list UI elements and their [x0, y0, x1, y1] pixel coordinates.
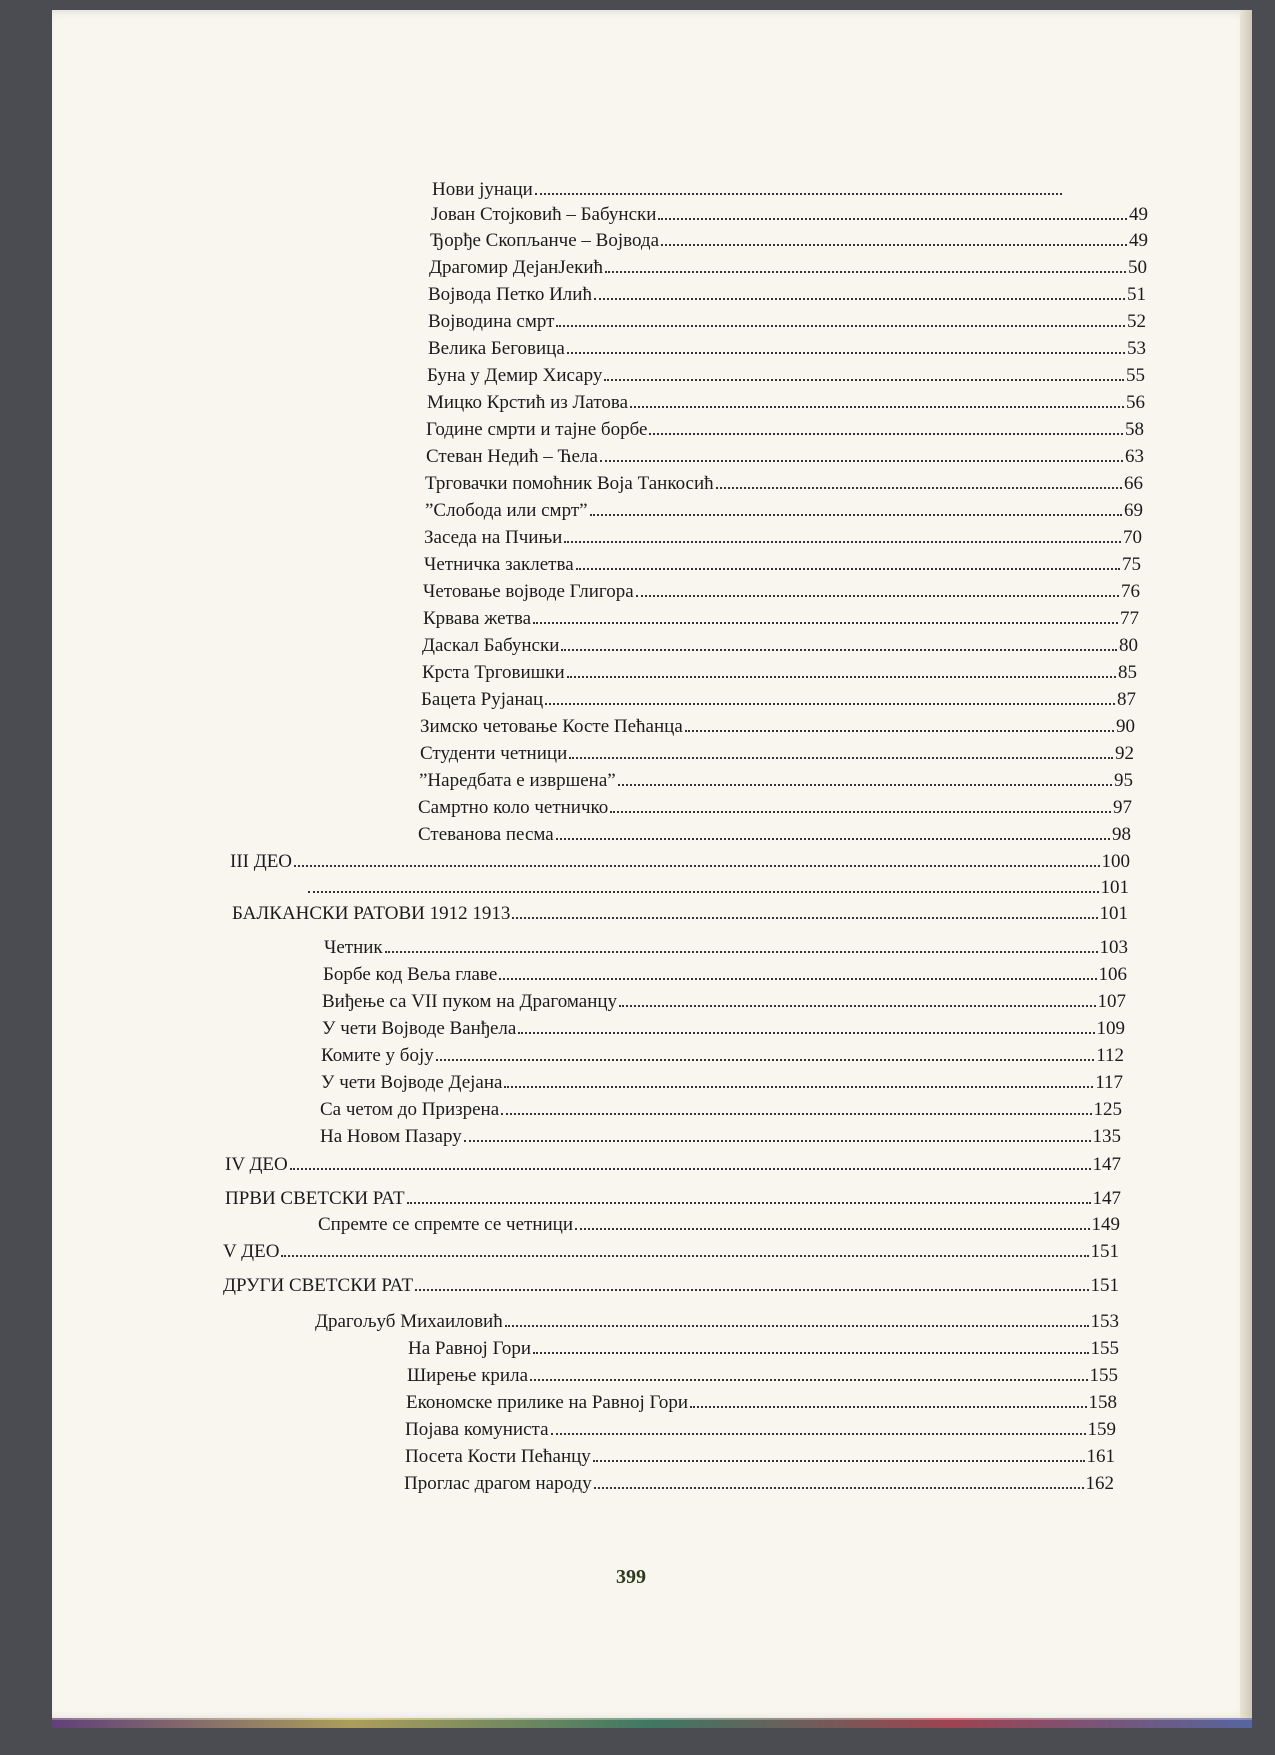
toc-entry: Крста Трговишки 85 [422, 662, 1137, 683]
toc-entry: Ширење крила 155 [407, 1365, 1118, 1386]
toc-part-heading: IV ДЕО 147 [225, 1154, 1121, 1175]
toc-entry: Проглас драгом народу 162 [404, 1473, 1114, 1494]
toc-entry: Стеванова песма 98 [418, 824, 1131, 845]
toc-entry: Спремте се спремте се четници 149 [318, 1214, 1120, 1235]
toc-part-heading: V ДЕО 151 [223, 1241, 1119, 1262]
toc-entry: На Новом Пазару 135 [320, 1126, 1121, 1147]
toc-entry: 101 [306, 876, 1129, 900]
toc-entry: У чети Војводе Дејана 117 [321, 1072, 1123, 1093]
toc-entry: Заседа на Пчињи 70 [424, 527, 1142, 548]
toc-entry: ”Наредбата е извршена” 95 [419, 770, 1133, 791]
page-edge [1240, 10, 1252, 1720]
toc-entry: Са четом до Призрена 125 [320, 1099, 1122, 1120]
toc-entry: Бацета Рујанац 87 [421, 689, 1136, 710]
page-number: 399 [616, 1566, 646, 1588]
toc-entry: Мицко Крстић из Латова 56 [427, 392, 1145, 413]
toc-entry: Велика Беговица 53 [428, 338, 1146, 359]
toc-entry: Самртно коло четничко 97 [418, 797, 1132, 818]
toc-entry: Крвава жетва 77 [423, 608, 1139, 629]
toc-entry: Трговачки помоћник Воја Танкосић 66 [425, 473, 1143, 494]
toc-entry: Драгољуб Михаиловић 153 [315, 1311, 1119, 1332]
toc-entry: Године смрти и тајне борбе 58 [426, 419, 1144, 440]
toc-entry: Четник 103 [324, 937, 1128, 958]
toc-entry: На Равној Гори 155 [408, 1338, 1119, 1359]
toc-entry: Четничка заклетва 75 [424, 554, 1141, 575]
toc-entry: Нови јунаци [432, 178, 1064, 202]
toc-entry: Даскал Бабунски 80 [422, 635, 1138, 656]
toc-entry: Борбе код Веља главе 106 [323, 964, 1127, 985]
toc-entry: Стеван Недић – Ћела 63 [426, 446, 1144, 467]
toc-entry: Комите у боју 112 [321, 1045, 1124, 1066]
page-bottom-strip [52, 1718, 1252, 1728]
toc-entry: Студенти четници 92 [420, 743, 1134, 764]
toc-entry: Војводина смрт 52 [428, 311, 1146, 332]
toc-entry: Посета Кости Пећанцу 161 [405, 1446, 1115, 1467]
toc-section-heading: БАЛКАНСКИ РАТОВИ 1912 1913 101 [232, 903, 1128, 924]
toc-entry: Ђорђе Скопљанче – Војвода 49 [430, 230, 1148, 251]
toc-entry: У чети Војводе Ванђела 109 [322, 1018, 1125, 1039]
toc-entry: Четовање војводе Глигора 76 [423, 581, 1140, 602]
toc-section-heading: ДРУГИ СВЕТСКИ РАТ 151 [223, 1275, 1119, 1296]
toc-entry: ”Слобода или смрт” 69 [425, 500, 1143, 521]
toc-part-heading: III ДЕО 100 [230, 851, 1130, 872]
toc-entry: Економске прилике на Равној Гори 158 [406, 1392, 1117, 1413]
toc-entry: Јован Стојковић – Бабунски 49 [431, 204, 1148, 225]
toc-section-heading: ПРВИ СВЕТСКИ РАТ 147 [225, 1188, 1121, 1209]
toc-entry: Виђење са VII пуком на Драгоманцу 107 [322, 991, 1126, 1012]
toc-entry: Појава комуниста 159 [405, 1419, 1116, 1440]
toc-entry: Драгомир ДејанЈекић 50 [429, 257, 1147, 278]
toc-entry: Војвода Петко Илић 51 [428, 284, 1146, 305]
toc-entry: Зимско четовање Косте Пећанца 90 [420, 716, 1135, 737]
toc-entry: Буна у Демир Хисару 55 [427, 365, 1145, 386]
